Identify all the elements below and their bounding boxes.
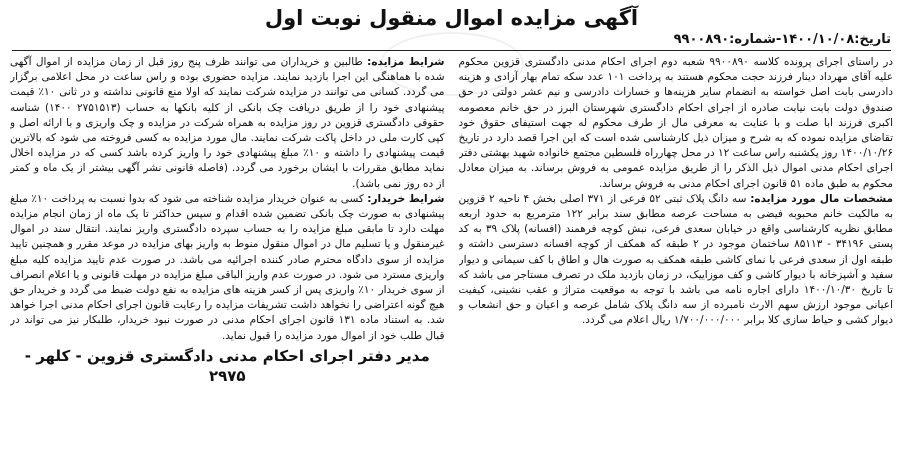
header-divider (12, 50, 891, 51)
terms-text: طالبین و خریداران می توانند ظرف پنج روز قبل از زمان مزایده از اموال آگهی شده با هماهنگی این اجرا بازدید نمایند. مزایده حضوری بوده و راس ساعت در محل اعلامی برگزار می گردد. کسانی می توانند در مزایده شرکت نمایند که اولا منع قانونی نداشته و در ثانی ۱۰٪ قیمت پیشنهادی خود را از طریق دریافت چک بانکی از کلیه بانکها به حساب (۲۷۵۱۵۱۳ ۱۴۰۰) شناسه حقوقی دادگستری قزوین در روز مزایده به همراه شرکت در مزایده و چک واریزی و با ارائه اصل و کپی کارت ملی در داخل پاکت شرکت نمایند. مال مورد مزایده به کسی فروخته می شود که بالاترین قیمت پیشنهادی را داشته و ۱۰٪ مبلغ پیشنهادی خود را واریز کرده باشد کسی که در مزایده اخلال نماید مطابق مقررات با ایشان برخورد می گردد. (فاصله قانونی نشر آگهی بیشتر از یک ماه و کمتر از ده روز نمی باشد). (10, 56, 445, 190)
terms-paragraph (10, 55, 445, 192)
notice-title: آگهی مزایده اموال منقول نوبت اول (264, 6, 639, 30)
property-paragraph (459, 192, 894, 329)
signature-line: مدیر دفتر اجرای احکام مدنی دادگستری قزوین - کلهر - ۲۹۷۵ (24, 346, 430, 385)
intro-text: در راستای اجرای پرونده کلاسه ۹۹۰۰۸۹۰ شعبه دوم اجرای احکام مدنی دادگستری قزوین محکوم علیه آقای مهرداد دینار فرزند حجت محکوم هستند به پرداخت ۱۰۱ عدد سکه تمام بهار آزادی و هزینه دادرسی بابت اصل خواسته به انضمام سایر هزینه‌ها و خسارات دادرسی و نیم عشر دولتی در حق صندوق دولت بابت نیابت صادره از اجرای احکام دادگستری شهرستان البرز در حق خانم معصومه اکبری فرزند ابا صلت و با عنایت به معرفی مال از طرف محکوم له جهت استیفای حقوق خود تقاضای مزایده نموده که به شرح و میزان ذیل کارشناسی شده است که این اجرا قصد دارد در تاریخ ۱۴۰۰/۱۰/۲۶ روز یکشنبه راس ساعت ۱۲ در محل چهارراه فلسطین مجتمع خانواده شهید بهشتی دفتر اجرای احکام مدنی اموال ذیل الذکر را از طریق مزایده عمومی به فروش برساند. به میزان معادل محکوم به طبق ماده ۵۱ قانون اجرای احکام مدنی به فروش برساند. (458, 56, 893, 190)
left-column (10, 55, 445, 450)
terms-label: شرایط مزایده: (367, 56, 445, 68)
intro-paragraph (459, 55, 894, 192)
date-and-number: تاریخ:۱۴۰۰/۱۰/۰۸-شماره:۹۹۰۰۸۹۰ (673, 32, 891, 47)
buyer-label: شرایط خریدار: (367, 192, 445, 205)
property-label: مشخصات مال مورد مزایده: (750, 192, 893, 205)
property-text: سه دانگ پلاک ثبتی ۵۲ فرعی از ۳۷۱ اصلی بخش ۴ ناحیه ۲ قزوین به مالکیت خانم محبوبه فیضی به مساحت عرصه مطابق سند برابر ۱۲۲ مترمربع به حدود اربعه مطابق نظریه کارشناسی واقع در خیابان سعدی فرعی، نبش کوچه فرهمند (افسانه) پلاک ۳۹ به کد پستی ۳۴۱۹۶ - ۸۵۱۱۳ ساختمان موجود در ۲ طبقه که همکف از کوچه افسانه دسترسی داشته و طبقه اول از سعدی فرعی با نمای کاشی طبقه همکف به صورت هال و اطاق با کف سیمانی و دیوار سفید و آشپزخانه با دیوار کاشی و کف موزاییک، در زمان بازدید ملک در تصرف مستاجر می باشد که تا تاریخ ۱۴۰۰/۱۰/۳۰ دارای اجاره نامه می باشد با توجه به موقعیت متراژ و عقب نشینی، کیفیت اعیانی موجود ارزش سهم الارث نامبرده از سه دانگ پلاک شامل عرصه و اعیان و حق انشعاب و دیوار کشی و حیاط سازی کلا برابر ۱/۷۰۰/۰۰۰/۰۰۰ ریال اعلام می گردد. (458, 192, 893, 327)
buyer-text: کسی به عنوان خریدار مزایده شناخته می شود که بدوا نسبت به پرداخت ۱۰٪ مبلغ پیشنهادی به صورت چک بانکی تضمین شده اقدام و سپس حداکثر تا یک ماه از زمان انجام مزایده مهلت دارد تا مابقی مبلغ مزایده را به حساب سپرده دادگستری واریز نمایند. انتقال سند در اموال غیرمنقول و یا تسلیم مال در اموال منقول منوط به واریز بهای مزایده در موعد مقرر و همچنین تایید مزایده از سوی دادگاه محترم صادر کننده اجرائیه می باشد. در صورت عدم تایید مزایده کلیه مبلغ واریزی مسترد می شود. در صورت عدم واریز الباقی مبلغ مزایده در مهلت قانونی و یا اعلام انصراف از سوی خریدار ۱۰٪ واریزی پس از کسر هزینه های مزایده به نفع دولت ضبط می گردد و خریدار حق هیچ گونه اعتراضی را نخواهد داشت تشریفات مزایده را رعایت قانون اجرای احکام مدنی اجرا خواهد شد. به استناد ماده ۱۳۱ قانون اجرای احکام مدنی در صورت نبود خریدار، طلبکار نیز می تواند در قبال طلب خود از اموال مورد مزایده را قبول نماید. (10, 192, 445, 342)
notice-body (10, 55, 893, 450)
right-column (459, 55, 894, 450)
buyer-paragraph (10, 192, 445, 344)
